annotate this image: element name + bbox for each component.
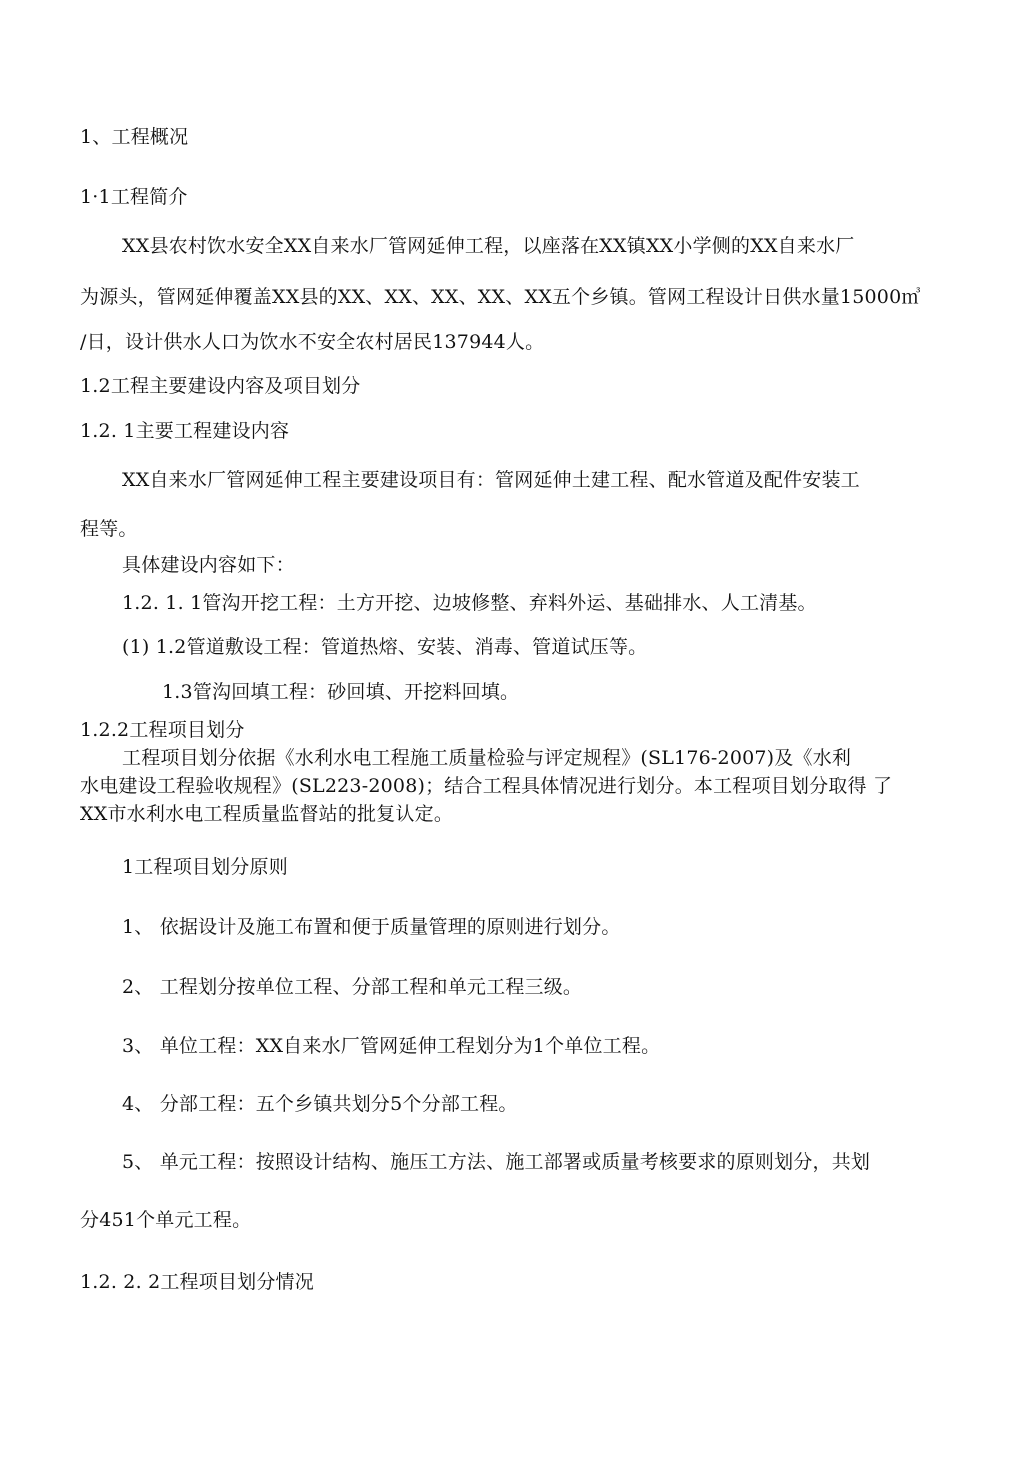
construction-item-3: 1.3管沟回填工程：砂回填、开挖料回填。 — [162, 681, 520, 703]
principle-3: 3、 单位工程：XX自来水厂管网延伸工程划分为1个单位工程。 — [122, 1035, 661, 1057]
division-paragraph-line-2: 水电建设工程验收规程》(SL223-2008)；结合工程具体情况进行划分。本工程项目划分取得 了 — [80, 775, 893, 797]
principle-1: 1、 依据设计及施工布置和便于质量管理的原则进行划分。 — [122, 916, 621, 938]
principle-2: 2、 工程划分按单位工程、分部工程和单元工程三级。 — [122, 976, 583, 998]
principles-heading: 1工程项目划分原则 — [122, 856, 288, 878]
construction-item-2: (1) 1.2管道敷设工程：管道热熔、安装、消毒、管道试压等。 — [122, 636, 648, 658]
intro-paragraph-line-2: 为源头，管网延伸覆盖XX县的XX、XX、XX、XX、XX五个乡镇。管网工程设计日供水量15000㎥ — [80, 286, 921, 308]
section-heading-1-2-2: 1.2.2工程项目划分 — [80, 719, 245, 741]
intro-paragraph-line-1: XX县农村饮水安全XX自来水厂管网延伸工程，以座落在XX镇XX小学侧的XX自来水厂 — [122, 235, 855, 257]
section-heading-1: 1、工程概况 — [80, 126, 189, 148]
division-paragraph-line-3: XX市水利水电工程质量监督站的批复认定。 — [80, 803, 454, 825]
section-heading-1-1: 1·1工程简介 — [80, 186, 188, 208]
section-heading-1-2-2-2: 1.2. 2. 2工程项目划分情况 — [80, 1271, 314, 1293]
division-paragraph-line-1: 工程项目划分依据《水利水电工程施工质量检验与评定规程》(SL176-2007)及《水利 — [122, 747, 852, 769]
section-heading-1-2-1: 1.2. 1主要工程建设内容 — [80, 420, 290, 442]
principle-5-line-2: 分451个单元工程。 — [80, 1209, 252, 1231]
content-intro: 具体建设内容如下： — [122, 554, 295, 576]
construction-item-1: 1.2. 1. 1管沟开挖工程：土方开挖、边坡修整、弃料外运、基础排水、人工清基。 — [122, 592, 817, 614]
content-paragraph-line-2: 程等。 — [80, 518, 138, 540]
section-heading-1-2: 1.2工程主要建设内容及项目划分 — [80, 375, 361, 397]
content-paragraph-line-1: XX自来水厂管网延伸工程主要建设项目有：管网延伸土建工程、配水管道及配件安装工 — [122, 469, 860, 491]
principle-5-line-1: 5、 单元工程：按照设计结构、施压工方法、施工部署或质量考核要求的原则划分，共划 — [122, 1151, 871, 1173]
intro-paragraph-line-3: /日，设计供水人口为饮水不安全农村居民137944人。 — [80, 331, 545, 353]
principle-4: 4、 分部工程：五个乡镇共划分5个分部工程。 — [122, 1093, 518, 1115]
